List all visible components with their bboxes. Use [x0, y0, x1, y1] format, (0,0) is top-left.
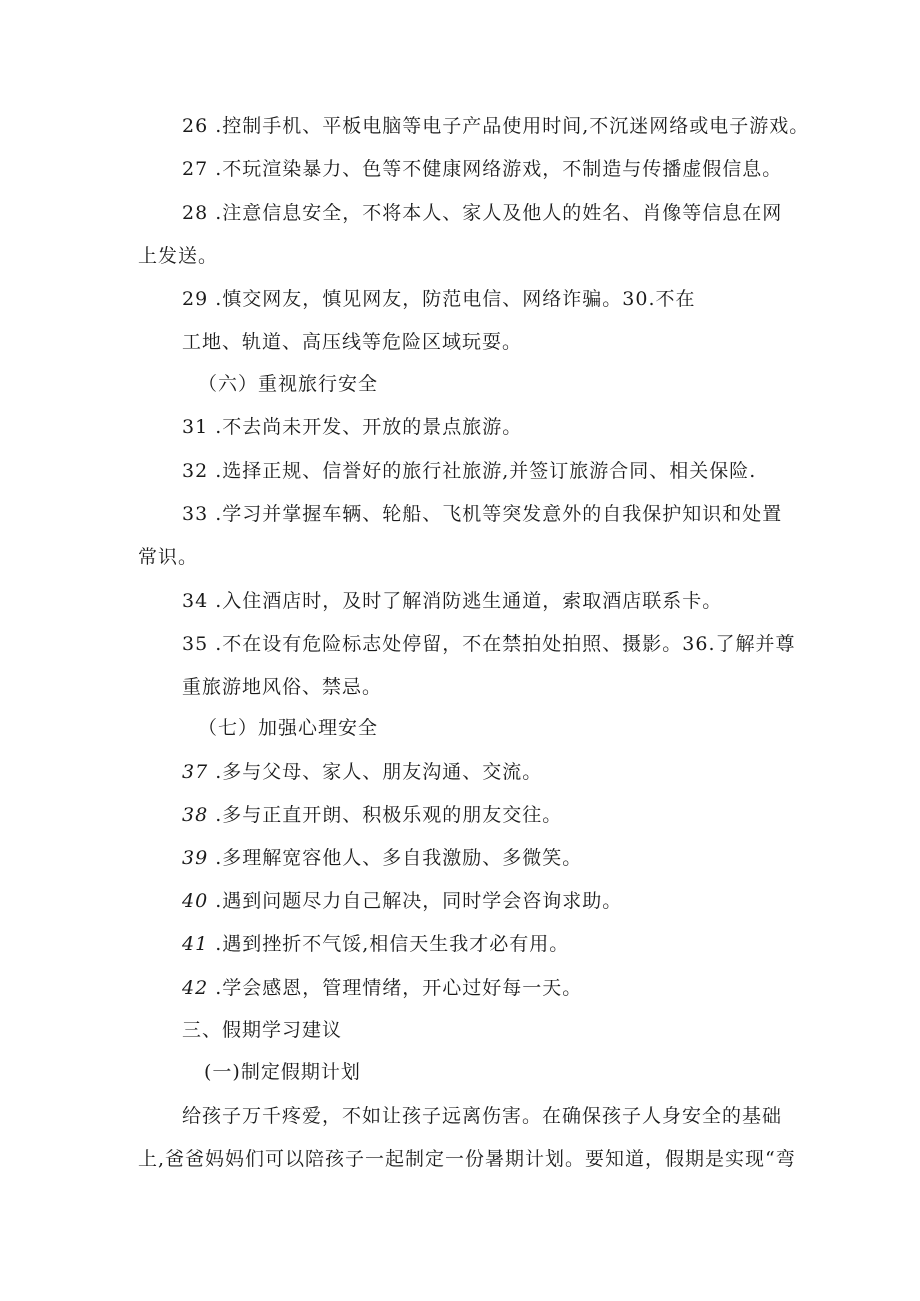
item-text: .不在设有危险标志处停留，不在禁拍处拍照、摄影。36.了解并尊 — [208, 633, 796, 655]
item-number: 26 — [182, 115, 209, 137]
item-number: 41 — [182, 933, 209, 955]
list-item-32 — [182, 459, 756, 483]
item-text: .注意信息安全，不将本人、家人及他人的姓名、肖像等信息在网 — [208, 202, 783, 224]
list-item-42 — [182, 976, 582, 1000]
paragraph-text: 给孩子万千疼爱，不如让孩子远离伤害。在确保孩子人身安全的基础 — [182, 1105, 783, 1127]
item-text: .慎交网友，慎见网友，防范电信、网络诈骗。30.不在 — [208, 288, 696, 310]
item-text: .不去尚未开发、开放的景点旅游。 — [208, 416, 523, 438]
continuation-line — [182, 675, 382, 699]
item-number: 35 — [182, 633, 209, 655]
paragraph-line — [138, 1147, 796, 1171]
item-text: .多与正直开朗、积极乐观的朋友交往。 — [208, 804, 563, 826]
item-number: 29 — [182, 288, 209, 310]
list-item-33 — [182, 502, 782, 526]
item-number: 28 — [182, 202, 209, 224]
item-text: .学习并掌握车辆、轮船、飞机等突发意外的自我保护知识和处置 — [208, 503, 783, 525]
item-number: 39 — [182, 847, 209, 869]
item-text: .入住酒店时，及时了解消防逃生通道，索取酒店联系卡。 — [208, 590, 723, 612]
list-item-40 — [182, 889, 622, 913]
item-text: .多理解宽容他人、多自我激励、多微笑。 — [208, 847, 583, 869]
heading-text: 三、假期学习建议 — [182, 1019, 343, 1041]
list-item-37 — [182, 760, 542, 784]
heading-text: （六）重视旅行安全 — [198, 373, 379, 395]
list-item-39 — [182, 846, 582, 870]
continuation-line — [138, 545, 198, 569]
item-number: 34 — [182, 590, 209, 612]
list-item-35 — [182, 632, 796, 656]
list-item-38 — [182, 803, 562, 827]
list-item-28 — [182, 201, 782, 225]
continuation-line — [182, 330, 522, 354]
item-text: 工地、轨道、高压线等危险区域玩耍。 — [182, 331, 523, 353]
list-item-31 — [182, 415, 522, 439]
item-number: 40 — [182, 890, 209, 912]
item-text: 重旅游地风俗、禁忌。 — [182, 676, 383, 698]
continuation-line — [138, 244, 218, 268]
item-number: 31 — [182, 416, 209, 438]
section-heading-mental — [198, 716, 378, 740]
item-number: 42 — [182, 977, 209, 999]
item-text: .多与父母、家人、朋友沟通、交流。 — [208, 761, 543, 783]
item-number: 32 — [182, 460, 209, 482]
item-text: .学会感恩，管理情绪，开心过好每一天。 — [208, 977, 583, 999]
heading-text: （七）加强心理安全 — [198, 717, 379, 739]
section-heading-travel — [198, 372, 378, 396]
item-text: .遇到问题尽力自己解决，同时学会咨询求助。 — [208, 890, 623, 912]
item-text: .选择正规、信誉好的旅行社旅游,并签订旅游合同、相关保险. — [208, 460, 757, 482]
item-number: 38 — [182, 804, 209, 826]
item-text: .遇到挫折不气馁,相信天生我才必有用。 — [208, 933, 570, 955]
item-number: 33 — [182, 503, 209, 525]
subsection-heading-plan — [204, 1060, 361, 1084]
list-item-26 — [182, 114, 809, 138]
section-heading-study — [182, 1018, 342, 1042]
list-item-29 — [182, 287, 695, 311]
paragraph-line — [182, 1104, 782, 1128]
item-number: 27 — [182, 158, 209, 180]
item-number: 37 — [182, 761, 209, 783]
item-text: .控制手机、平板电脑等电子产品使用时间,不沉迷网络或电子游戏。 — [208, 115, 810, 137]
item-text: 常识。 — [138, 546, 199, 568]
list-item-27 — [182, 157, 782, 181]
list-item-41 — [182, 932, 569, 956]
heading-text: (一)制定假期计划 — [204, 1061, 361, 1083]
item-text: 上发送。 — [138, 245, 219, 267]
list-item-34 — [182, 589, 722, 613]
paragraph-text: 上,爸爸妈妈们可以陪孩子一起制定一份暑期计划。要知道，假期是实现“弯 — [138, 1148, 796, 1170]
item-text: .不玩渲染暴力、色等不健康网络游戏，不制造与传播虚假信息。 — [208, 158, 783, 180]
